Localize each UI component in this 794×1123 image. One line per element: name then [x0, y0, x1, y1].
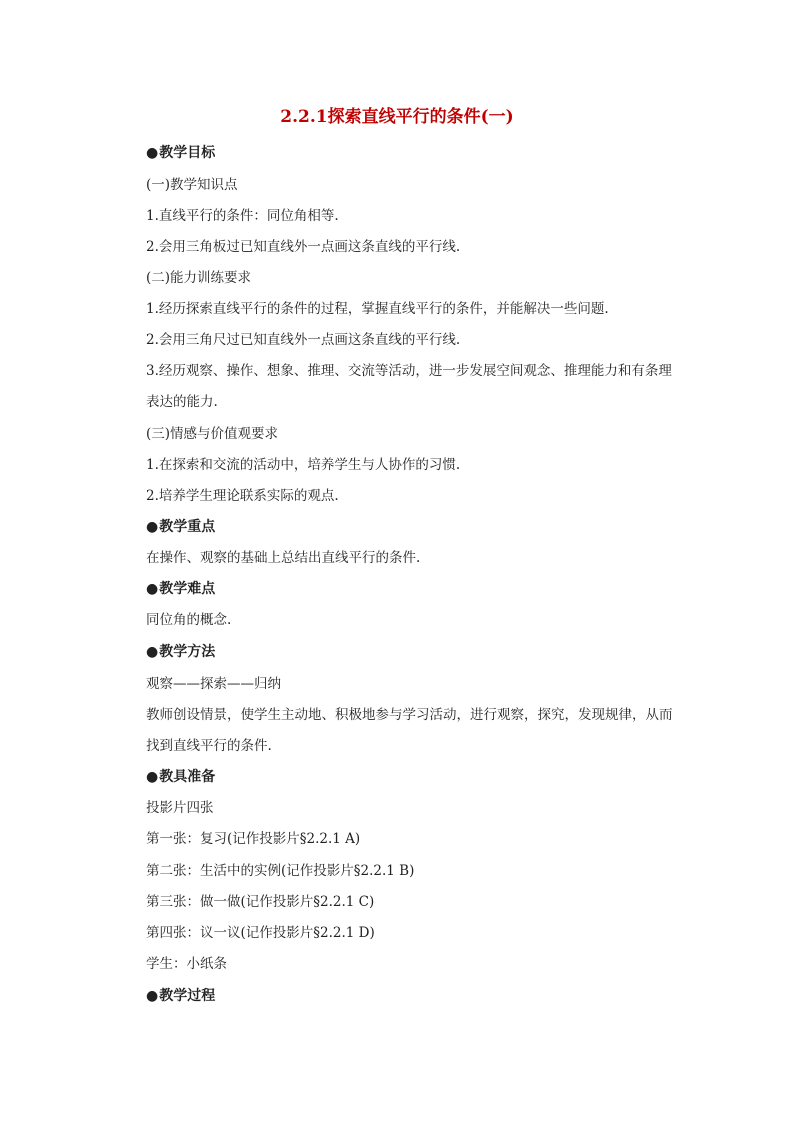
- paragraph: 在操作、观察的基础上总结出直线平行的条件.: [146, 550, 421, 566]
- paragraph: 1.在探索和交流的活动中，培养学生与人协作的习惯.: [146, 457, 461, 473]
- paragraph: 教师创设情景，使学生主动地、积极地参与学习活动，进行观察，探究，发现规律，从而找到直线平行的条件.: [146, 707, 673, 754]
- heading-process: ●教学过程: [146, 988, 216, 1004]
- heading-method: ●教学方法: [146, 644, 216, 660]
- paragraph: 2.会用三角板过已知直线外一点画这条直线的平行线.: [146, 239, 461, 255]
- paragraph: 3.经历观察、操作、想象、推理、交流等活动，进一步发展空间观念、推理能力和有条理表达的能力.: [146, 363, 672, 410]
- heading-materials: ●教具准备: [146, 769, 216, 785]
- paragraph: 1.直线平行的条件：同位角相等.: [146, 208, 339, 224]
- bullet-icon: ●: [146, 145, 159, 161]
- heading-key-point: ●教学重点: [146, 519, 216, 535]
- bullet-icon: ●: [146, 581, 159, 597]
- list-item: 第三张：做一做(记作投影片§2.2.1 C): [146, 894, 375, 910]
- paragraph: 同位角的概念.: [146, 612, 232, 628]
- heading-difficulty: ●教学难点: [146, 581, 216, 597]
- bullet-icon: ●: [146, 988, 159, 1004]
- bullet-icon: ●: [146, 644, 159, 660]
- subheading-ability: (二)能力训练要求: [146, 270, 252, 286]
- subheading-emotion: (三)情感与价值观要求: [146, 426, 279, 442]
- list-item: 学生：小纸条: [146, 956, 227, 972]
- bullet-icon: ●: [146, 769, 159, 785]
- document-title: 2.2.1探索直线平行的条件(一): [280, 107, 514, 127]
- list-item: 第四张：议一议(记作投影片§2.2.1 D): [146, 925, 375, 941]
- list-item: 投影片四张: [146, 800, 214, 816]
- bullet-icon: ●: [146, 519, 159, 535]
- heading-objectives: ●教学目标: [146, 145, 216, 161]
- list-item: 第二张：生活中的实例(记作投影片§2.2.1 B): [146, 863, 415, 879]
- paragraph: 观察——探索——归纳: [146, 676, 281, 692]
- subheading-knowledge: (一)教学知识点: [146, 177, 238, 193]
- paragraph: 2.会用三角尺过已知直线外一点画这条直线的平行线.: [146, 332, 461, 348]
- paragraph: 1.经历探索直线平行的条件的过程，掌握直线平行的条件，并能解决一些问题.: [146, 301, 609, 317]
- paragraph: 2.培养学生理论联系实际的观点.: [146, 488, 339, 504]
- list-item: 第一张：复习(记作投影片§2.2.1 A): [146, 831, 361, 847]
